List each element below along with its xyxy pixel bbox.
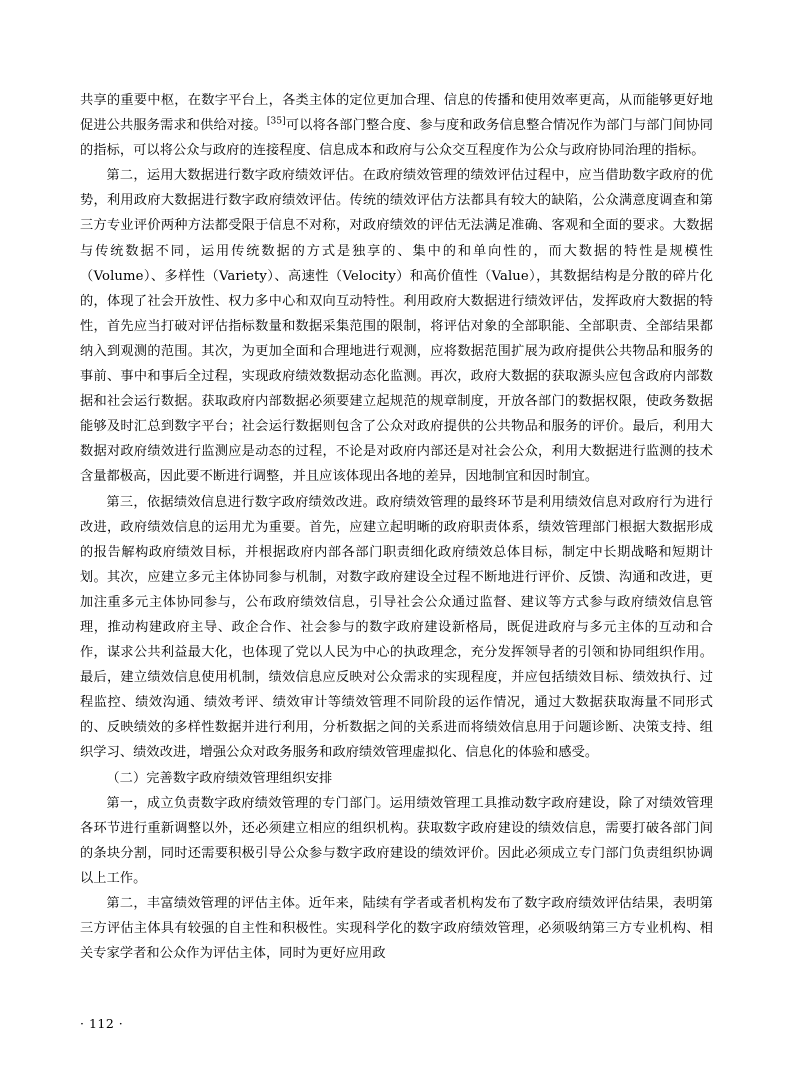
paragraph-2: 第二，运用大数据进行数字政府绩效评估。在政府绩效管理的绩效评估过程中，应当借助数字政府的优势，利用政府大数据进行数字政府绩效评估。传统的绩效评估方法都具有较大的缺陷，公众满意度调查和第三方专业评价两种方法都受限于信息不对称，对政府绩效的评估无法满足准确、客观和全面的要求。大数据与传统数据不同，运用传统数据的方式是独享的、集中的和单向性的，而大数据的特性是规模性（Volume）、多样性（Variety）、高速性（Velocity）和高价值性（Value），其数据结构是分散的碎片化的，体现了社会开放性、权力多中心和双向互动特性。利用政府大数据进行绩效评估，发挥政府大数据的特性，首先应当打破对评估指标数量和数据采集范围的限制，将评估对象的全部职能、全部职责、全部结果都纳入到观测的范围。其次，为更加全面和合理地进行观测，应将数据范围扩展为政府提供公共物品和服务的事前、事中和事后全过程，实现政府绩效数据动态化监测。再次，政府大数据的获取源头应包含政府内部数据和社会运行数据。获取政府内部数据必须要建立起规范的规章制度，开放各部门的数据权限，使政务数据能够及时汇总到数字平台；社会运行数据则包含了公众对政府提供的公共物品和服务的评价。最后，利用大数据对政府绩效进行监测应是动态的过程，不论是对政府内部还是对社会公众，利用大数据进行监测的技术含量都极高，因此要不断进行调整，并且应该体现出各地的差异，因地制宜和因时制宜。 [80,168,713,485]
paragraph-1-text-before-ref: 共享的重要中枢，在数字平台上，各类主体的定位更加合理、信息的传播和使用效率更高，从而能够更好地促进公共服务需求和供给对接。 [80,93,713,134]
footnote-reference-35: [35] [266,116,286,127]
paragraph-6: 第二，丰富绩效管理的评估主体。近年来，陆续有学者或者机构发布了数字政府绩效评估结果，表明第三方评估主体具有较强的自主性和积极性。实现科学化的数字政府绩效管理，必须吸纳第三方专业机构、相关专家学者和公众作为评估主体，同时为更好应用政 [80,896,713,962]
page-number: · 112 · [80,1016,124,1031]
paragraph-5: 第一，成立负责数字政府绩效管理的专门部门。运用绩效管理工具推动数字政府建设，除了对绩效管理各环节进行重新调整以外，还必须建立相应的组织机构。获取数字政府建设的绩效信息，需要打破各部门间的条块分割，同时还需要积极引导公众参与数字政府建设的绩效评价。因此必须成立专门部门负责组织协调以上工作。 [80,795,713,886]
paragraph-1-text-after-ref: 可以将各部门整合度、参与度和政务信息整合情况作为部门与部门间协同的指标，可以将公众与政府的连接程度、信息成本和政府与公众交互程度作为公众与政府协同治理的指标。 [80,118,713,159]
paragraph-1 [80,88,713,163]
paragraph-3: 第三，依据绩效信息进行数字政府绩效改进。政府绩效管理的最终环节是利用绩效信息对政府行为进行改进，政府绩效信息的运用尤为重要。首先，应建立起明晰的政府职责体系，绩效管理部门根据大数据形成的报告解构政府绩效目标，并根据政府内部各部门职责细化政府绩效总体目标，制定中长期战略和短期计划。其次，应建立多元主体协同参与机制，对数字政府建设全过程不断地进行评价、反馈、沟通和改进，更加注重多元主体协同参与，公布政府绩效信息，引导社会公众通过监督、建议等方式参与政府绩效信息管理，推动构建政府主导、政企合作、社会参与的数字政府建设新格局，既促进政府与多元主体的互动和合作，谋求公共利益最大化，也体现了党以人民为中心的执政理念，充分发挥领导者的引领和协同组织作用。最后，建立绩效信息使用机制，绩效信息应反映对公众需求的实现程度，并应包括绩效目标、绩效执行、过程监控、绩效沟通、绩效考评、绩效审计等绩效管理不同阶段的运作情况，通过大数据获取海量不同形式的、反映绩效的多样性数据并进行利用，分析数据之间的关系进而将绩效信息用于问题诊断、决策支持、组织学习、绩效改进，增强公众对政务服务和政府绩效管理虚拟化、信息化的体验和感受。 [80,494,713,761]
section-heading-2: （二）完善数字政府绩效管理组织安排 [106,770,333,786]
page-body [80,88,713,966]
